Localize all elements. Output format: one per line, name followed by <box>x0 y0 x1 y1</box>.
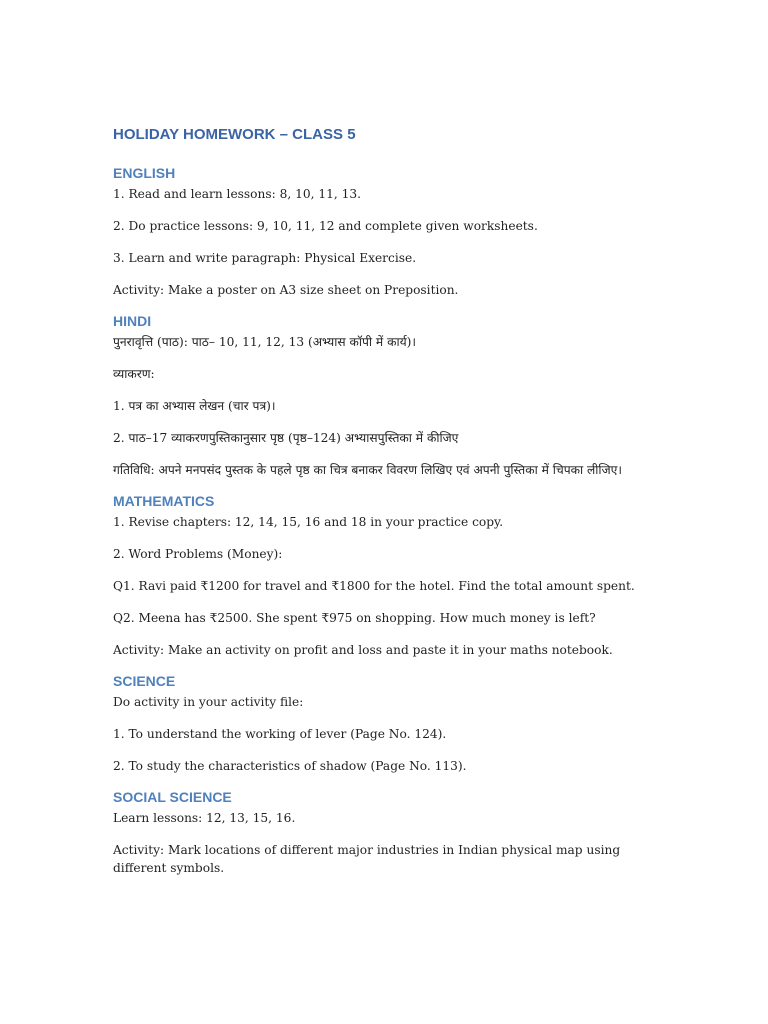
maths-question-1: Q1. Ravi paid ₹1200 for travel and ₹1800 for the hotel. Find the total amount spent. <box>113 579 635 593</box>
english-activity: Activity: Make a poster on A3 size sheet on Preposition. <box>113 283 459 297</box>
section-english <box>113 163 658 299</box>
english-item-3: 3. Learn and write paragraph: Physical Exercise. <box>113 251 417 265</box>
english-item-2: 2. Do practice lessons: 9, 10, 11, 12 and complete given worksheets. <box>113 219 538 233</box>
maths-item-1: 1. Revise chapters: 12, 14, 15, 16 and 18 in your practice copy. <box>113 515 504 529</box>
social-science-item-1: Learn lessons: 12, 13, 15, 16. <box>113 811 296 825</box>
hindi-activity: गतिविधि: अपने मनपसंद पुस्तक के पहले पृष्ठ का चित्र बनाकर विवरण लिखिए एवं अपनी पुस्तिका में चिपका लीजिए। <box>113 463 622 477</box>
maths-item-2: 2. Word Problems (Money): <box>113 547 283 561</box>
english-item-1: 1. Read and learn lessons: 8, 10, 11, 13. <box>113 187 361 201</box>
section-heading-hindi: HINDI <box>113 313 152 329</box>
section-heading-science: SCIENCE <box>113 673 176 689</box>
social-science-activity: Activity: Mark locations of different major industries in Indian physical map using different symbols. <box>113 843 621 875</box>
maths-question-2: Q2. Meena has ₹2500. She spent ₹975 on shopping. How much money is left? <box>113 611 596 625</box>
hindi-item-2: व्याकरण: <box>113 367 155 381</box>
hindi-item-3: 1. पत्र का अभ्यास लेखन (चार पत्र)। <box>113 399 276 413</box>
maths-activity: Activity: Make an activity on profit and loss and paste it in your maths notebook. <box>113 643 613 657</box>
section-heading-social-science: SOCIAL SCIENCE <box>113 789 232 805</box>
section-heading-mathematics: MATHEMATICS <box>113 493 215 509</box>
section-mathematics <box>113 491 658 659</box>
hindi-item-4: 2. पाठ–17 व्याकरणपुस्तिकानुसार पृष्ठ (पृष्ठ–124) अभ्यासपुस्तिका में कीजिए <box>113 431 459 445</box>
section-science <box>113 671 658 775</box>
section-hindi <box>113 311 658 479</box>
document-page <box>113 124 658 889</box>
science-item-1: 1. To understand the working of lever (Page No. 124). <box>113 727 447 741</box>
section-heading-english: ENGLISH <box>113 165 176 181</box>
document-title: HOLIDAY HOMEWORK – CLASS 5 <box>113 126 356 143</box>
hindi-item-1: पुनरावृत्ति (पाठ): पाठ– 10, 11, 12, 13 (अभ्यास कॉपी में कार्य)। <box>113 335 417 349</box>
section-social-science <box>113 787 658 877</box>
science-item-2: 2. To study the characteristics of shadow (Page No. 113). <box>113 759 467 773</box>
science-intro: Do activity in your activity file: <box>113 695 304 709</box>
